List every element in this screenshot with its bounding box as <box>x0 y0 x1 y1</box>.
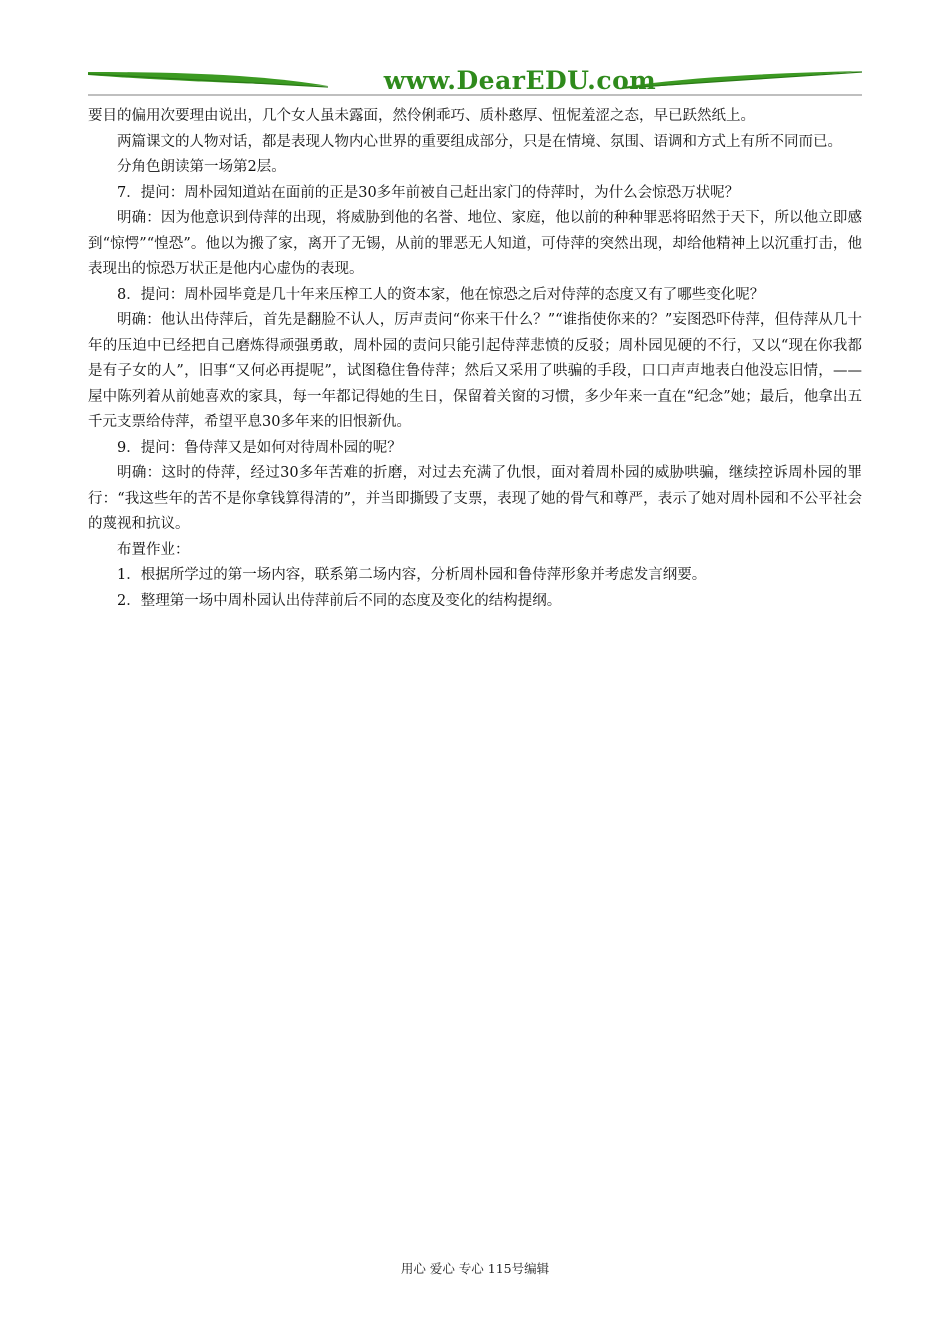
document-body <box>88 104 862 614</box>
paragraph: 布置作业： <box>117 541 190 558</box>
paragraph: 2．整理第一场中周朴园认出侍萍前后不同的态度及变化的结构提纲。 <box>117 592 562 609</box>
paragraph: 明确：他认出侍萍后，首先是翻脸不认人，厉声责问“你来干什么？”“谁指使你来的？”妄图恐吓侍萍，但侍萍从几十年的压迫中已经把自己磨炼得顽强勇敢，周朴园的责问只能引起侍萍悲愤的反驳；周朴园见硬的不行，又以“现在你我都是有子女的人”，旧事“又何必再提呢”，试图稳住鲁侍萍；然后又采用了哄骗的手段，口口声声地表白他没忘旧情，——屋中陈列着从前她喜欢的家具，每一年都记得她的生日，保留着关窗的习惯，多少年来一直在“纪念”她；最后，他拿出五千元支票给侍萍，希望平息30多年来的旧恨新仇。 <box>88 312 862 430</box>
paragraph: 1．根据所学过的第一场内容，联系第二场内容，分析周朴园和鲁侍萍形象并考虑发言纲要。 <box>117 567 707 583</box>
paragraph: 明确：因为他意识到侍萍的出现，将威胁到他的名誉、地位、家庭，他以前的种种罪恶将昭然于天下，所以他立即感到“惊愕”“惶恐”。他以为搬了家，离开了无锡，从前的罪恶无人知道，可侍萍的突然出现，却给他精神上以沉重打击，他表现出的惊恐万状正是他内心虚伪的表现。 <box>88 210 862 277</box>
paragraph: 分角色朗读第一场第2层。 <box>117 159 286 175</box>
page-header <box>88 62 862 98</box>
paragraph: 9．提问：鲁侍萍又是如何对待周朴园的呢？ <box>117 439 402 456</box>
paragraph: 两篇课文的人物对话，都是表现人物内心世界的重要组成部分，只是在情境、氛围、语调和方式上有所不同而已。 <box>117 133 842 150</box>
paragraph: 7．提问：周朴园知道站在面前的正是30多年前被自己赶出家门的侍萍时，为什么会惊恐万状呢？ <box>117 184 740 201</box>
paragraph: 明确：这时的侍萍，经过30多年苦难的折磨，对过去充满了仇恨，面对着周朴园的威胁哄骗，继续控诉周朴园的罪行：“我这些年的苦不是你拿钱算得清的”，并当即撕毁了支票，表现了她的骨气和尊严，表示了她对周朴园和不公平社会的蔑视和抗议。 <box>88 465 862 532</box>
paragraph: 8．提问：周朴园毕竟是几十年来压榨工人的资本家，他在惊恐之后对侍萍的态度又有了哪些变化呢？ <box>117 286 765 303</box>
page-footer: 用心 爱心 专心 115号编辑 <box>400 1261 550 1276</box>
paragraph: 要目的偏用次要理由说出，几个女人虽未露面，然伶俐乖巧、质朴憨厚、忸怩羞涩之态，早已跃然纸上。 <box>88 108 755 124</box>
site-logo: www.DearEDU.com <box>383 66 657 95</box>
